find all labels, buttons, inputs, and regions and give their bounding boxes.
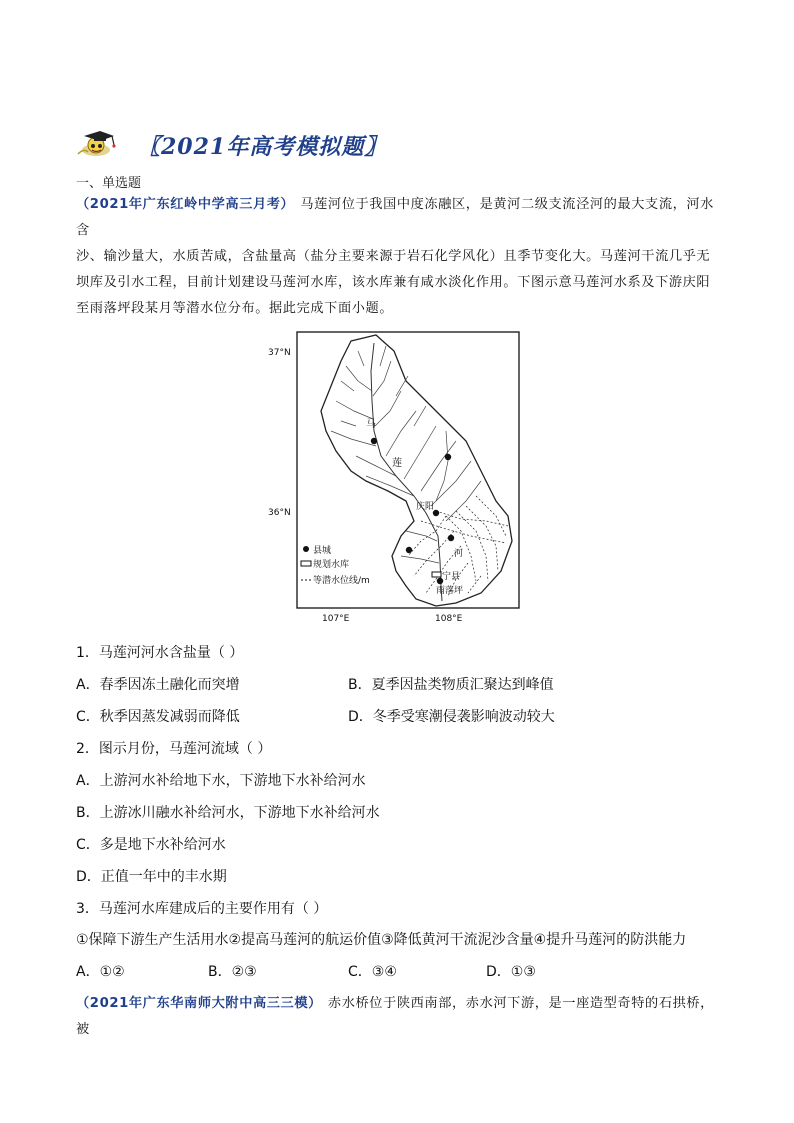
lon-label-107: 107°E	[322, 614, 350, 624]
question-1-option-c[interactable]: C．秋季因蒸发减弱而降低	[76, 709, 240, 725]
river-label: 马	[366, 419, 376, 430]
river-basin-map	[296, 331, 536, 635]
county-town-marker	[445, 454, 451, 460]
river-label: 河	[454, 549, 464, 559]
lat-label-36: 36°N	[268, 508, 291, 518]
passage-1	[76, 192, 726, 322]
legend-isoline: 等潜水位线/m	[313, 576, 370, 586]
question-1-option-b[interactable]: B．夏季因盐类物质汇聚达到峰值	[348, 677, 554, 693]
legend-county-symbol	[303, 546, 309, 552]
city-label-qingyang: 庆阳	[416, 502, 435, 512]
section-title: 一、单选题	[76, 176, 142, 191]
question-2-option-a[interactable]: A．上游河水补给地下水，下游地下水补给河水	[76, 773, 366, 789]
question-3-option-c[interactable]: C．③④	[348, 964, 397, 980]
passage-source: （2021年广东华南师大附中高三三模）	[76, 996, 322, 1011]
lon-label-108: 108°E	[435, 614, 463, 624]
question-1-option-d[interactable]: D．冬季受寒潮侵袭影响波动较大	[348, 709, 555, 725]
passage-source: （2021年广东红岭中学高三月考）	[76, 197, 295, 212]
legend-reservoir: 规划水库	[313, 560, 350, 570]
page-header	[76, 128, 387, 162]
river-label: 莲	[392, 458, 402, 469]
question-3-stem: 3．马莲河水库建成后的主要作用有（ ）	[76, 901, 328, 917]
question-2-option-b[interactable]: B．上游冰川融水补给河水，下游地下水补给河水	[76, 805, 380, 821]
legend-county: 县城	[313, 546, 332, 556]
passage-line: 马莲河位于我国中度冻融区，是黄河二级支流泾河的最大支流，河水含	[76, 197, 714, 238]
question-2-option-d[interactable]: D．正值一年中的丰水期	[76, 869, 227, 885]
passage-line: 至雨落坪段某月等潜水位分布。据此完成下面小题。	[76, 301, 394, 316]
county-town-marker	[406, 547, 412, 553]
city-label-ningxian: 宁县	[442, 572, 461, 582]
question-3-option-a[interactable]: A．①②	[76, 964, 125, 980]
legend-reservoir-symbol	[301, 561, 311, 566]
question-3-option-d[interactable]: D．①③	[486, 964, 536, 980]
passage-2	[76, 991, 726, 1043]
question-1-stem: 1．马莲河河水含盐量（ ）	[76, 645, 244, 661]
passage-line: 坝库及引水工程，目前计划建设马莲河水库，该水库兼有咸水淡化作用。下图示意马莲河水系及下游庆阳	[76, 275, 711, 290]
question-3-statements: ①保障下游生产生活用水②提高马莲河的航运价值③降低黄河干流泥沙含量④提升马莲河的防洪能力	[76, 932, 687, 948]
lat-label-37: 37°N	[268, 348, 291, 358]
county-town-marker	[448, 535, 454, 541]
scholar-mascot-icon	[76, 128, 120, 162]
passage-line: 沙、输沙量大，水质苦咸，含盐量高（盐分主要来源于岩石化学风化）且季节变化大。马莲河干流几乎无	[76, 249, 711, 264]
planned-reservoir-marker	[432, 572, 441, 577]
question-2-option-c[interactable]: C．多是地下水补给河水	[76, 837, 226, 853]
passage-text: 赤水桥位于陕西南部，赤水河下游，是一座造型奇特的石拱桥，被	[76, 996, 714, 1037]
page-title: 〖2021年高考模拟题〗	[138, 133, 388, 160]
question-3-option-b[interactable]: B．②③	[208, 964, 257, 980]
question-2-stem: 2．图示月份，马莲河流域（ ）	[76, 741, 272, 757]
county-town-marker	[371, 438, 377, 444]
city-label-yuluoping: 雨落坪	[436, 586, 464, 596]
question-1-option-a[interactable]: A．春季因冻土融化而突增	[76, 677, 240, 693]
